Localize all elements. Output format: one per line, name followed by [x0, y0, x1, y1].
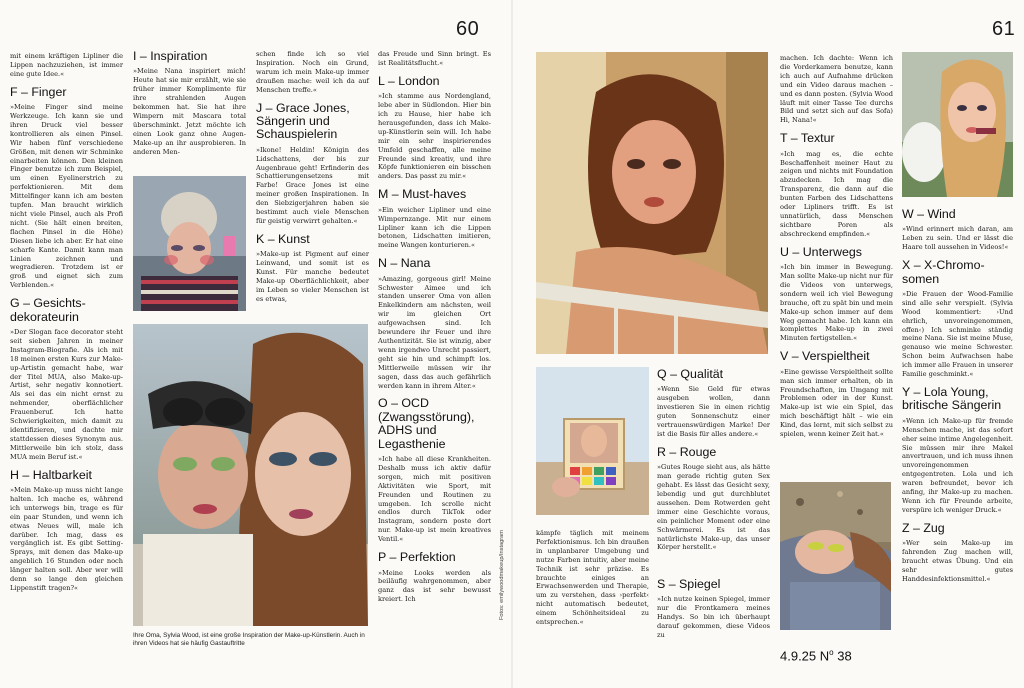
text-s: »Ich nutze keinen Spiegel, immer nur die Frontkamera meines Handys. So bin ich überhaupt darauf gekommen, diese Videos zu	[657, 595, 770, 640]
text-p-cont: kämpfe täglich mit meinem Perfektionismus. Ich bin draußen in unplanbarer Umgebung und nutze Farben intuitiv, aber meine Technik ist sehr präzise. Es brauchte einiges an Erwachsenwerden und Therapie, um zu verstehen, dass ›perfekt‹ nicht automatisch bedeutet, einem Schönheitsideal zu entsprechen.«	[536, 529, 649, 627]
heading-z: Z – Zug	[902, 520, 945, 535]
text-f: »Meine Finger sind meine Werkzeuge. Ich kann sie und ihren Druck viel besser kontrollieren als einen Pinsel. Wir haben fünf verschiedene Größen, mit denen wir Schminke einarbeiten können. Den kleinen Finger benutze ich zum Beispiel, um einen Eyelinerstrich zu perfektionieren. Mit dem Mittelfinger kann ich am besten tupfen. Man braucht wirklich nicht viele Pinsel, auch als Profi nicht. (Sie hält einen breiten, flachen Pinsel in die Höhe) Diesen liebe ich aber. Er hat eine scharfe Kante. Damit kann man Linien zeichnen und wegradieren. Trotzdem ist er groß und eignet sich zum Verblenden.«	[10, 103, 123, 290]
heading-t: T – Textur	[780, 131, 835, 146]
heading-v: V – Verspieltheit	[780, 349, 870, 364]
text-p: »Meine Looks werden als beiläufig wahrgenommen, aber ganz das ist sehr bewusst kreiert. Ich	[378, 568, 491, 604]
text-r: »Gutes Rouge sieht aus, als hätte man gerade richtig guten Sex gehabt. Es lässt das Gesicht sexy, lebendig und gut durchblutet aussehen. Dem Rotwerden geht immer eine Geschichte voraus, ein peinlicher Moment oder eine Schwärmerei. Es ist das natürlichste Make-up, das unser Körper herstellt.«	[657, 463, 770, 552]
column-7	[902, 208, 1013, 584]
photo-nana-beanie	[133, 176, 246, 311]
intro-text: mit einem kräftigen Lipliner die Lippen nachzuziehen, ist immer eine gute Idee.«	[10, 52, 123, 78]
heading-o: O – OCD (Zwangsstörung), ADHS und Legasthenie	[378, 396, 475, 451]
photo-portrait-balcony	[536, 52, 768, 354]
text-k: »Make-up ist Pigment auf einer Leinwand, und somit ist es Kunst. Für manche bedeutet Make-up Oberflächlichkeit, aber im Leben so vieler Menschen ist es etwas,	[256, 250, 369, 303]
column-4	[378, 50, 491, 604]
heading-x: X – X-Chromo-somen	[902, 258, 985, 286]
text-x: »Die Frauen der Wood-Familie sind alle sehr verspielt. (Sylvia Wood kommentiert: ›Und ehrlich, unvoreingenommen, offen‹) Ich schminke ständig meine Nana. Sie ist meine Muse, genauso wie meine Schwester. Schon beim Aufwachsen habe ich immer alle Frauen in unserer Familie geschminkt.«	[902, 289, 1013, 379]
issue-footer	[780, 648, 852, 663]
text-o: »Ich habe all diese Krankheiten. Deshalb muss ich aktiv dafür sorgen, mich mit positiven Aktivitäten wie Sport, mit Freunden und Routinen zu umgeben. Ich scrolle nicht endlos durch TikTok oder Instagram, sondern poste dort nur. Make-up ist mein kreatives Ventil.«	[378, 455, 491, 544]
text-m: »Ein weicher Lipliner und eine Wimpernzange. Mit nur einem Lipliner kann ich die Lippen betonen, Lidschatten imitieren, meine Wangen konturieren.«	[378, 205, 491, 250]
text-w: »Wind erinnert mich daran, am Leben zu sein. Und er lässt die Haare toll aussehen in Videos!«	[902, 225, 1013, 252]
page-gutter	[511, 0, 513, 688]
heading-y: Y – Lola Young, britische Sängerin	[902, 385, 1002, 413]
text-v: »Eine gewisse Verspieltheit sollte man sich immer erhalten, ob in Freundschaften, im Umgang mit Problemen oder in der Kunst. Make-up ist wie ein Spiel, das mich beschäftigt hält – wie ein Kind, das lernt, mit sich selbst zu spielen, wenn keiner Zeit hat.«	[780, 367, 893, 439]
issue-number: 38	[837, 648, 852, 664]
heading-i: I – Inspiration	[133, 49, 208, 63]
column-6b	[657, 578, 770, 640]
column-1	[10, 52, 123, 593]
text-i: »Meine Nana inspiriert mich! Heute hat sie mir erzählt, wie sie früher immer Komplimente für ihre strahlenden Augen bekommen hat. Sie hat ihre Wimpern mit Mascara total überschminkt. Jetzt möchte ich einen Look ganz ohne Augen-Make-up an ihr ausprobieren. In anderen Men-	[133, 67, 246, 156]
issue-number-suffix: o	[829, 648, 834, 657]
column-2	[133, 50, 246, 156]
column-5	[657, 368, 770, 552]
heading-w: W – Wind	[902, 207, 956, 221]
photo-oma-selfie	[133, 324, 368, 626]
photo-lying-ground	[780, 482, 891, 630]
heading-n: N – Nana	[378, 256, 431, 271]
heading-f: F – Finger	[10, 84, 67, 99]
text-l: »Ich stamme aus Nordengland, lebe aber in Südlondon. Hier bin ich zu Hause, hier habe ich herausgefunden, dass ich Make-up-Künstlerin sein will. Ich habe mir ein sehr inspirierendes Umfeld geschaffen, alle meine Freunde sind kreativ, und ihre Köpfe funktionieren ein bisschen anders. Das passt zu mir.«	[378, 92, 491, 181]
text-g: »Der Slogan face decorator steht seit sieben Jahren in meiner Instagram-Biografie. Als ich mit 18 meinen ersten Kurs zur Make-up-Artistin gemacht habe, war der Titel MUA, also Make-up-Artist, sehr negativ konnotiert. Als sei das ein nicht ernst zu nehmender, oberflächlicher Frauenberuf. Ich hatte Schwierigkeiten, mich damit zu identifizieren, und dachte mir stattdessen dieses Synonym aus. Mittlerweile bin ich stolz, dass MUA mein Beruf ist.«	[10, 327, 123, 461]
text-k-cont: das Freude und Sinn bringt. Es ist Realitätsflucht.«	[378, 50, 491, 67]
column-5b	[536, 529, 649, 627]
text-j: »Ikone! Heldin! Königin des Lidschattens, der bis zur Augenbraue geht! Erfinderin des Schattierungensetzens mit Farbe! Grace Jones ist eine meiner großen Inspirationen. In den Siebzigerjahren haben sie bestimmt auch viele Menschen für geistig verwirrt gehalten.«	[256, 145, 369, 225]
photo-palette	[536, 367, 649, 515]
issue-number-prefix: N	[819, 648, 830, 664]
page-number-right: 61	[992, 18, 1016, 40]
text-h: »Mein Make-up muss nicht lange halten. Ich mache es, während ich unterwegs bin, trage es für ein paar Stunden, und wenn ich etwas Neues will, male ich darüber. Ich mag, dass es vergänglich ist. Es gibt Setting-Sprays, mit denen das Make-up angeblich 16 Stunden oder noch länger halten soll. Aber wer will denn so lange den gleichen Lippenstift tragen?«	[10, 485, 123, 592]
issue-date: 4.9.25	[780, 648, 817, 664]
heading-q: Q – Qualität	[657, 367, 724, 381]
heading-g: G – Gesichts-dekorateurin	[10, 296, 86, 324]
heading-h: H – Haltbarkeit	[10, 467, 92, 482]
heading-l: L – London	[378, 73, 440, 88]
heading-u: U – Unterwegs	[780, 244, 862, 259]
heading-r: R – Rouge	[657, 444, 717, 459]
heading-p: P – Perfektion	[378, 550, 456, 565]
text-i-cont: schen finde ich so viel Inspiration. Noch ein Grund, warum ich mein Make-up immer draußen mache: weil ich da auf Menschen treffe.«	[256, 50, 369, 94]
heading-m: M – Must-haves	[378, 187, 467, 202]
heading-j: J – Grace Jones, Sängerin und Schauspielerin	[256, 100, 350, 142]
text-y: »Wenn ich Make-up für fremde Menschen mache, ist das sofort eher seine intime Angelegenheit. Sie müssen mir ihre Makel anvertrauen, und ich muss ihnen unvoreingenommen entgegentreten. Lola und ich waren befreundet, bevor ich anfing, ihr Make-up zu machen. Wenn ich für Freunde arbeite, verspüre ich weniger Druck.«	[902, 416, 1013, 514]
text-q: »Wenn Sie Geld für etwas ausgeben wollen, dann investieren Sie in einen richtig guten Sonnenschutz einer vertrauenswürdigen Marke! Der ist die Basis für alles andere.«	[657, 385, 770, 438]
text-z: »Wer sein Make-up im fahrenden Zug machen will, braucht etwas Übung. Und ein sehr gutes Handdesinfektionsmittel.«	[902, 539, 1013, 583]
photo-caption: Ihre Oma, Sylvia Wood, ist eine große Inspiration der Make-up-Künstlerin. Auch in ihren Videos hat sie häufig Gastauftritte	[133, 632, 365, 648]
text-s-cont: machen. Ich dachte: Wenn ich die Vorderkamera benutze, kann ich auch auf Aufnahme drücken und ein Video daraus machen – und es dann posten. (Sylvia Wood läuft mit einer Tasse Tee durchs Bild und setzt sich auf das Sofa) Hi, Nana!«	[780, 54, 893, 125]
heading-s: S – Spiegel	[657, 577, 721, 591]
text-u: »Ich bin immer in Bewegung. Man sollte Make-up nicht nur für die Videos von unterwegs, sondern weil ich viel Bewegung brauche, oft zu spät bin und mein Make-up schon immer auf dem Weg gemacht habe. Ich kann ein komplettes Make-up in zwei Minuten fertigstellen.«	[780, 263, 893, 343]
heading-k: K – Kunst	[256, 231, 310, 246]
photo-horse-portrait	[902, 52, 1013, 197]
photo-credit: Fotos: emilywoodmakeup/Instagram	[499, 530, 505, 620]
column-3	[256, 50, 369, 304]
page-number-left: 60	[456, 18, 480, 40]
column-6	[780, 54, 893, 439]
text-n: »Amazing, gorgeous girl! Meine Schwester Aimee und ich standen unserer Oma von allen Enkelkindern am nächsten, weil wir im gleichen Ort aufgewachsen sind. Ich bewundere ihr Feuer und ihre Authentizität. Sie ist winzig, aber wenn irgendwo Unrecht passiert, geht sie hin und schimpft los. Mittlerweile müssen wir ihr sagen, dass das auch gefährlich werden kann in ihrem Alter.«	[378, 274, 491, 390]
text-t: »Ich mag es, die echte Beschaffenheit meiner Haut zu zeigen und nichts mit Foundation abzudecken. Ich mag die Transparenz, die dann auf die bunten Farben des Lidschattens oder Lipliners trifft. Es ist unnatürlich, dass Menschen sichtbare Poren als abschreckend empfinden.«	[780, 149, 893, 238]
